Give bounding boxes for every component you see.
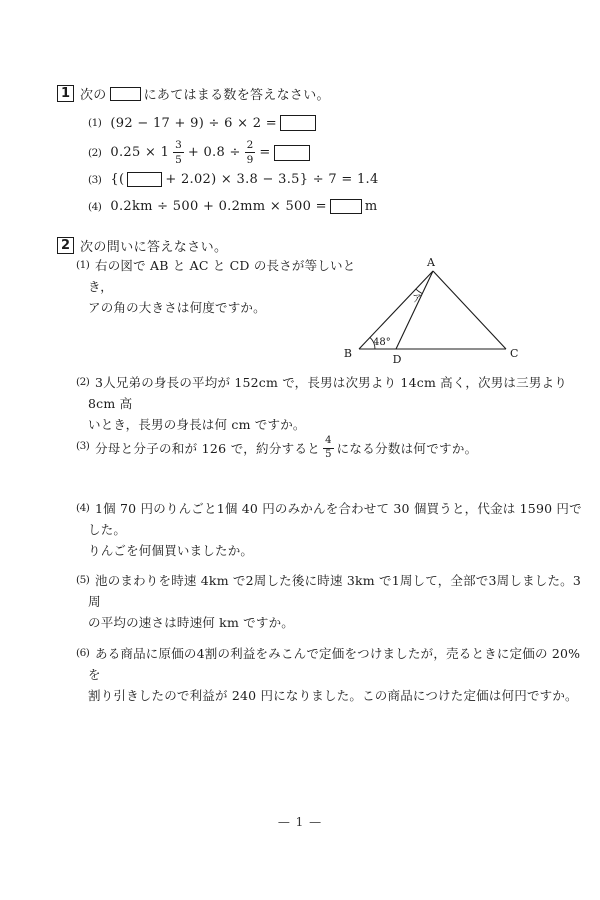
item-text (76, 255, 376, 318)
problem-1-item-4 (88, 199, 377, 214)
item-formula (110, 199, 377, 214)
item-formula (110, 115, 316, 131)
problem-2-item-6 (76, 643, 584, 706)
fraction-part: 3 (175, 139, 182, 151)
fraction (173, 140, 184, 165)
text-line: いとき，長男の身長は何 cm ですか。 (88, 417, 306, 432)
formula-text: 分母と分子の和が 126 で，約分すると (95, 440, 321, 456)
text-line: 右の図で AB と AC と CD の長さが等しいとき， (88, 258, 356, 294)
problem-1-prompt (80, 84, 330, 103)
angle-label-48: 48° (373, 337, 391, 348)
problem-1-item-1 (88, 115, 316, 131)
formula-text: (92 − 17 + 9) ÷ 6 × 2 = (110, 115, 277, 131)
fraction-part: 4 (325, 435, 332, 446)
item-label: (3) (88, 173, 102, 186)
item-label: (5) (76, 574, 90, 586)
answer-box (330, 199, 362, 214)
angle-label-a: ア (412, 294, 422, 305)
vertex-label-D: D (392, 353, 402, 366)
text-line: 池のまわりを時速 4km で2周した後に時速 3km で1周して，全部で3周しました。3周 (88, 573, 582, 609)
problem-2-header (57, 236, 227, 255)
answer-box (110, 87, 141, 101)
formula-text: = (259, 145, 271, 160)
formula-text: {( (110, 172, 125, 187)
item-text (76, 570, 584, 633)
item-label: (2) (76, 376, 90, 388)
item-formula (95, 436, 477, 460)
item-formula (110, 172, 378, 187)
triangle-diagram (340, 253, 530, 371)
item-text (76, 498, 584, 561)
item-label: (4) (88, 200, 102, 213)
fraction (323, 436, 334, 460)
item-label: (1) (88, 117, 102, 129)
problem-2-item-2 (76, 372, 584, 435)
item-text (76, 643, 584, 706)
formula-text: になる分数は何ですか。 (336, 440, 478, 456)
text-line: ある商品に原価の4割の利益をみこんで定価をつけましたが，売るときに定価の 20% を (88, 646, 581, 682)
problem-1-item-2 (88, 140, 310, 165)
item-label: (3) (76, 440, 90, 452)
formula-text: にあてはまる数を答えなさい。 (143, 88, 330, 103)
problem-2-item-1 (76, 255, 376, 318)
angle-arc-A (416, 289, 423, 294)
vertex-label-C: C (510, 347, 519, 360)
item-label: (6) (76, 647, 90, 659)
formula-text: 次の (80, 88, 107, 103)
answer-box (280, 115, 316, 131)
text-line: 1個 70 円のりんごと1個 40 円のみかんを合わせて 30 個買うと，代金は 1590 円でした。 (88, 501, 582, 537)
page-number: — 1 — (277, 815, 323, 829)
vertex-label-B: B (343, 347, 352, 360)
fraction-part: 5 (175, 153, 182, 166)
formula-text: 0.25 × 1 (110, 145, 170, 160)
fraction-part: 2 (246, 139, 254, 151)
problem-2-item-3 (76, 436, 584, 460)
answer-box (274, 145, 310, 161)
problem-2-prompt: 次の問いに答えなさい。 (80, 240, 228, 255)
formula-text: m (364, 199, 378, 214)
problem-2-item-4 (76, 498, 584, 561)
vertex-label-A: A (427, 256, 435, 269)
triangle-figure (340, 253, 530, 371)
problem-2-item-5 (76, 570, 584, 633)
segment-AD (396, 271, 433, 349)
formula-text: + 2.02) × 3.8 − 3.5} ÷ 7 = 1.4 (165, 172, 379, 187)
problem-1-item-3 (88, 172, 379, 187)
fraction (245, 140, 256, 165)
text-line: の平均の速さは時速何 km ですか。 (88, 615, 294, 630)
text-line: 割り引きしたので利益が 240 円になりました。この商品につけた定価は何円ですか。 (88, 688, 578, 703)
text-line: 3人兄弟の身長の平均が 152cm で，長男は次男より 14cm 高く，次男は三男より 8cm 高 (88, 375, 567, 411)
item-label: (1) (76, 259, 90, 271)
item-text (76, 372, 584, 435)
item-formula (110, 140, 309, 165)
problem-1-number-box: 1 (57, 85, 74, 102)
answer-box (127, 172, 162, 187)
fraction-part: 5 (325, 449, 332, 460)
problem-1-header (57, 84, 330, 103)
item-label: (2) (88, 146, 102, 159)
side-AC (433, 271, 506, 349)
fraction-part: 9 (246, 153, 254, 166)
text-line: アの角の大きさは何度ですか。 (88, 300, 266, 315)
problem-2-number-box: 2 (57, 237, 74, 254)
text-line: りんごを何個買いましたか。 (88, 543, 254, 558)
item-label: (4) (76, 502, 90, 514)
formula-text: 0.2km ÷ 500 + 0.2mm × 500 = (110, 199, 327, 214)
formula-text: + 0.8 ÷ (187, 145, 241, 160)
